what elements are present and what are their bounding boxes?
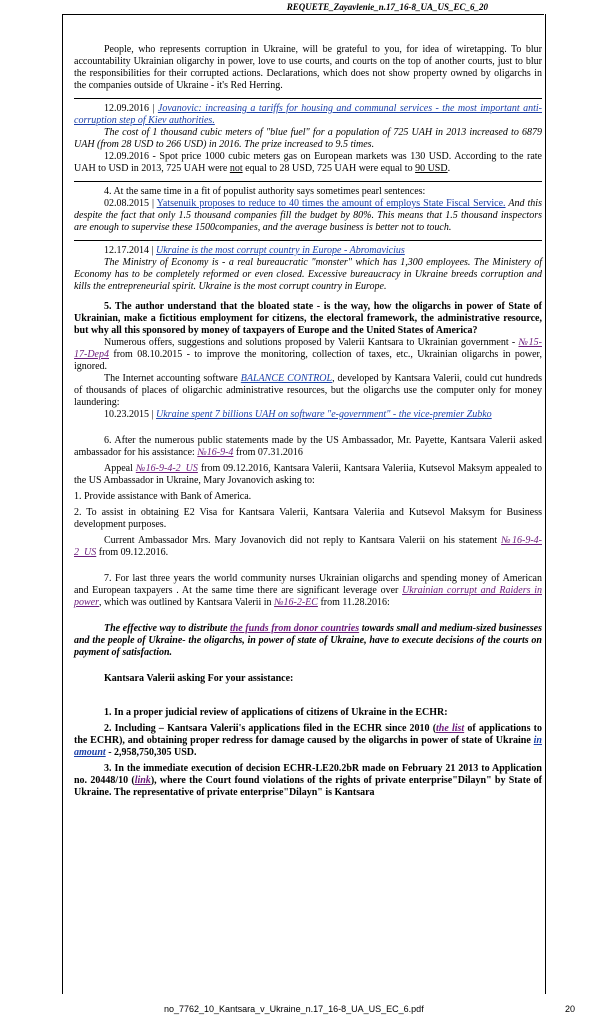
paragraph-point-6: 6. After the numerous public statements made by the US Ambassador, Mr. Payette, Kantsara Valerii asked ambassador for his assistance: №16-9-4 from 07.31.2016 <box>74 435 542 458</box>
link-donor-funds[interactable]: the funds from donor countries <box>229 623 360 634</box>
document-body <box>74 44 542 799</box>
link-16-9-4[interactable]: №16-9-4 <box>197 447 234 458</box>
link-16-9-4-2-us-repeat[interactable]: №16-9-4-2_US <box>74 535 542 558</box>
news-item-corrupt-country: 12.17.2014 | Ukraine is the most corrupt country in Europe - Abromavicius <box>104 245 405 256</box>
separator <box>74 240 542 241</box>
news-link-fiscal[interactable]: Yatsenuik proposes to reduce to 40 times the amount of employs State Fiscal Service. <box>156 198 506 209</box>
link-balance-control[interactable]: BALANCE CONTROL <box>240 373 333 384</box>
paragraph-spot-price: 12.09.2016 - Spot price 1000 cubic meters gas on European markets was 130 USD. According to the rate UAH to USD in 2013, 725 UAH were not equal to 28 USD, 725 UAH were equal to 90 USD. <box>74 151 542 174</box>
request-item-1: 1. In a proper judicial review of applications of citizens of Ukraine in the ECHR: <box>104 707 448 718</box>
link-dep4[interactable]: №15-17-Dep4 <box>74 337 542 360</box>
link-echr-decision[interactable]: link <box>134 775 151 786</box>
link-raiders-in-power[interactable]: Ukrainian corrupt and Raiders in power <box>74 585 542 608</box>
link-16-2-ec[interactable]: №16-2-EC <box>274 597 318 608</box>
paragraph-bank-of-america: 1. Provide assistance with Bank of America. <box>74 491 252 502</box>
paragraph-appeal: Appeal №16-9-4-2_US from 09.12.2016, Kantsara Valerii, Kantsara Valeriia, Kutsevol Maksym appealed to the US Ambassador in Ukraine, Mary Jovanovich asking to: <box>74 463 542 486</box>
paragraph-offers: Numerous offers, suggestions and solutions proposed by Valerii Kantsara to Ukrainian government - №15-17-Dep4 from 08.10.2015 - to improve the monitoring, collection of taxes, etc., Ukrainian oligarchs in power, ignored. <box>74 337 542 372</box>
news-item-fiscal: 02.08.2015 | Yatsenuik proposes to reduce to 40 times the amount of employs State Fiscal Service. And this despite the fact that only 1.5 thousand companies fill the budget by 80%. This means that 1.5 thousand inspectors are enough to supervise these 1500companies, and the average business is better not to touch. <box>74 198 542 233</box>
link-16-9-4-2-us[interactable]: №16-9-4-2_US <box>135 463 198 474</box>
paragraph-point-5: 5. The author understand that the bloated state - is the way, how the oligarchs in power of State of Ukrainian, make a fictitious employment for citizens, the electoral framework, the administrative resource, but why all this sponsored by money of taxpayers of Europe and the United States of America? <box>74 301 542 336</box>
request-item-2: 2. Including – Kantsara Valerii's applications filed in the ECHR since 2010 (the list of applications to the ECHR), and obtaining proper redress for damage caused by the oligarchs in power of state of Ukraine in amount - 2,958,750,305 USD. <box>74 723 542 758</box>
link-in-amount[interactable]: in amount <box>74 735 542 758</box>
paragraph-blue-fuel: The cost of 1 thousand cubic meters of "blue fuel" for a population of 725 UAH in 2013 increased to 6879 UAH (from 28 USD to 266 USD) in 2016. The prize increased to 9.5 times. <box>74 127 542 150</box>
news-item-e-government: 10.23.2015 | Ukraine spent 7 billions UAH on software "e-government" - the vice-premier Zubko <box>104 409 492 420</box>
news-date: 12.09.2016 | <box>104 103 155 114</box>
page-header-filename: REQUETE_Zayavlenie_n.17_16-8_UA_US_EC_6_20 <box>286 2 488 12</box>
link-the-list[interactable]: the list <box>436 723 465 734</box>
paragraph-balance-control: The Internet accounting software BALANCE CONTROL, developed by Kantsara Valerii, could cut hundreds of thousands of places of oligarchic administrative resources, but the oligarchs use the computer only for money laundering: <box>74 373 542 408</box>
paragraph-wiretapping: People, who represents corruption in Ukraine, will be grateful to you, for idea of wiretapping. To blur accountability Ukrainian oligarchy in power, love to use courts, and courts on the top of another courts, just to blur the responsibilities for their corrupted actions. Declarations, which does not show property owned by oligarchs in the companies outside of Ukraine - it's Red Herring. <box>74 44 542 91</box>
news-link-e-government[interactable]: Ukraine spent 7 billions UAH on software "e-government" - the vice-premier Zubko <box>156 409 492 420</box>
paragraph-asking-assistance: Kantsara Valerii asking For your assistance: <box>104 673 294 684</box>
news-link-tariffs[interactable]: Jovanovic: increasing a tariffs for housing and communal services - the most important anti-corruption step of Kiev authorities. <box>74 103 542 126</box>
request-item-3: 3. In the immediate execution of decision ECHR-LE20.2bR made on February 21 2013 to Application no. 20448/10 (link), where the Court found violations of the rights of private enterprise"Dilayn" by State of Ukraine. The representative of private enterprise"Dilayn" is Kantsara <box>74 763 542 798</box>
news-link-corrupt-country[interactable]: Ukraine is the most corrupt country in Europe - Abromavicius <box>156 245 405 256</box>
paragraph-pearl-sentences: 4. At the same time in a fit of populist authority says sometimes pearl sentences: <box>104 186 426 197</box>
paragraph-point-7: 7. For last three years the world community nurses Ukrainian oligarchs and spending money of American and European taxpayers . At the same time there are significant leverage over Ukrainian corrupt and Raiders in power, which was outlined by Kantsara Valerii in №16-2-EC from 11.28.2016: <box>74 573 542 608</box>
page-number: 20 <box>565 1004 576 1014</box>
paragraph-ministry: The Ministry of Economy is - a real bureaucratic "monster" which has 1,300 employees. The Ministery of Economy has to be completely reformed or even closed. Excessive bureaucracy in Ukraine breeds corruption and kills the entrepreneurial spirit. Ukraine is the most corrupt country in Europe. <box>74 257 542 292</box>
paragraph-effective-way: The effective way to distribute the funds from donor countries towards small and medium-sized businesses and the people of Ukraine- the oligarchs, in power of state of Ukraine, have to execute decisions of the courts on payment of satisfaction. <box>74 623 542 658</box>
news-item-tariffs <box>74 103 542 127</box>
separator <box>74 98 542 99</box>
footer-filename: no_7762_10_Kantsara_v_Ukraine_n.17_16-8_UA_US_EC_6.pdf <box>164 1004 424 1014</box>
paragraph-no-reply: Current Ambassador Mrs. Mary Jovanovich did not reply to Kantsara Valerii on his statement №16-9-4-2_US from 09.12.2016. <box>74 535 542 558</box>
paragraph-e2-visa: 2. To assist in obtaining E2 Visa for Kantsara Valerii, Kantsara Valeriia and Kutsevol Maksym for Business development purposes. <box>74 507 542 530</box>
separator <box>74 181 542 182</box>
